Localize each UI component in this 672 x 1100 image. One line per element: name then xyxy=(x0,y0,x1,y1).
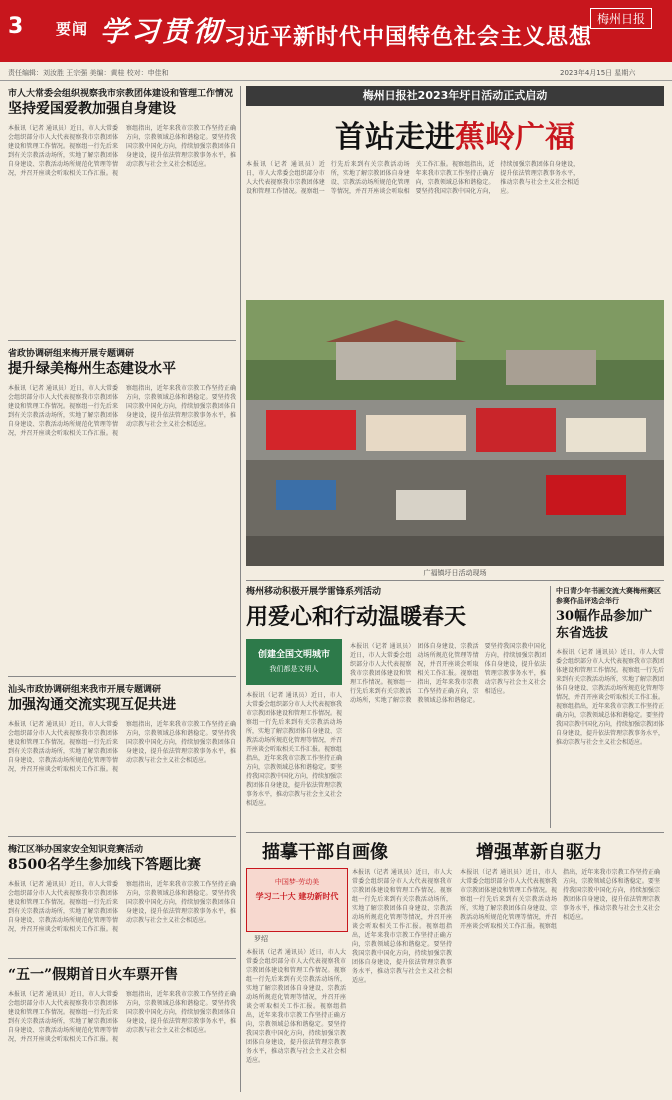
issue-date: 2023年4月15日 星期六 xyxy=(560,69,636,77)
article-kicker: 梅江区举办国家安全知识竞赛活动 xyxy=(8,845,144,855)
article-body: 本报讯（记者 通讯员）近日，市人大常委会组织部分市人大代表视察我市宗教团体建设和管理工作情况。视察组一行先后来到有关宗教活动场所，实地了解宗教团体自身建设、宗教活动场所规范化管理等情况，并召开座谈会听取相关工作汇报。视察组指出，近年来我市宗教工作坚持正确方向，宗教领域总体和谐稳定。要坚持我国宗教中国化方向，持续加强宗教团体自身建设，提升依法管理宗教事务水平，推动宗教与社会主义社会相适应。 xyxy=(556,649,664,746)
lead-article xyxy=(246,86,664,310)
commentary-body-col2: 本报讯（记者 通讯员）近日，市人大常委会组织部分市人大代表视察我市宗教团体建设和管理工作情况。视察组一行先后来到有关宗教活动场所，实地了解宗教团体自身建设、宗教活动场所规范化管理等情况，并召开座谈会听取相关工作汇报。视察组指出，近年来我市宗教工作坚持正确方向，宗教领域总体和谐稳定。要坚持我国宗教中国化方向，持续加强宗教团体自身建设，提升依法管理宗教事务水平，推动宗教与社会主义社会相适应。 xyxy=(352,869,452,984)
lead-headline xyxy=(246,112,664,155)
lead-body: 本报讯（记者 通讯员）近日，市人大常委会组织部分市人大代表视察我市宗教团体建设和管理工作情况。视察组一行先后来到有关宗教活动场所，实地了解宗教团体自身建设、宗教活动场所规范化管理等情况，并召开座谈会听取相关工作汇报。视察组指出，近年来我市宗教工作坚持正确方向，宗教领域总体和谐稳定。要坚持我国宗教中国化方向，持续加强宗教团体自身建设，提升依法管理宗教事务水平，推动宗教与社会主义社会相适应。 xyxy=(246,161,580,195)
page-number: 3 xyxy=(8,14,24,39)
lead-title-part2: 蕉岭广福 xyxy=(455,120,575,155)
article-title: 用爱心和行动温暖春天 xyxy=(246,604,467,630)
calligraphy-title: 学习贯彻 xyxy=(100,15,225,48)
article-kicker: 中日青少年书画交流大赛梅州赛区参赛作品评选会举行 xyxy=(556,587,661,605)
article-body-left: 本报讯（记者 通讯员）近日，市人大常委会组织部分市人大代表视察我市宗教团体建设和管理工作情况。视察组一行先后来到有关宗教活动场所，实地了解宗教团体自身建设、宗教活动场所规范化管理等情况，并召开座谈会听取相关工作汇报。视察组指出，近年来我市宗教工作坚持正确方向，宗教领域总体和谐稳定。要坚持我国宗教中国化方向，持续加强宗教团体自身建设，提升依法管理宗教事务水平，推动宗教与社会主义社会相适应。 xyxy=(246,692,342,807)
article-body: 本报讯（记者 通讯员）近日，市人大常委会组织部分市人大代表视察我市宗教团体建设和管理工作情况。视察组一行先后来到有关宗教活动场所，实地了解宗教团体自身建设、宗教活动场所规范化管理等情况，并召开座谈会听取相关工作汇报。视察组指出，近年来我市宗教工作坚持正确方向，宗教领域总体和谐稳定。要坚持我国宗教中国化方向，持续加强宗教团体自身建设，提升依法管理宗教事务水平，推动宗教与社会主义社会相适应。 xyxy=(8,721,236,773)
article-kicker: 汕头市政协调研组来我市开展专题调研 xyxy=(8,685,162,695)
column-divider xyxy=(550,586,551,828)
section-label: 要闻 xyxy=(56,20,89,38)
lead-title-part1: 首站走进 xyxy=(335,120,455,155)
article-body: 本报讯（记者 通讯员）近日，市人大常委会组织部分市人大代表视察我市宗教团体建设和管理工作情况。视察组一行先后来到有关宗教活动场所，实地了解宗教团体自身建设、宗教活动场所规范化管理等情况，并召开座谈会听取相关工作汇报。视察组指出，近年来我市宗教工作坚持正确方向，宗教领域总体和谐稳定。要坚持我国宗教中国化方向，持续加强宗教团体自身建设，提升依法管理宗教事务水平，推动宗教与社会主义社会相适应。 xyxy=(8,991,236,1043)
card-title: 创建全国文明城市 xyxy=(257,650,330,660)
page-header xyxy=(0,0,672,62)
newspaper-logo: 梅州日报 xyxy=(590,8,652,29)
labor-card xyxy=(246,868,348,932)
market-scene-image xyxy=(246,300,664,566)
article-title: “五一”假期首日火车票开售 xyxy=(8,967,179,983)
civilization-card xyxy=(246,639,342,685)
article-religion xyxy=(8,88,236,324)
divider xyxy=(8,836,236,837)
divider xyxy=(246,832,664,833)
article-title: 提升绿美梅州生态建设水平 xyxy=(8,361,176,377)
editor-credits: 责任编辑：刘汝胜 王宗强 美编：黄桂 校对：申佳和 xyxy=(8,69,169,77)
article-mobile xyxy=(246,586,546,881)
article-kicker: 省政协调研组来梅开展专题调研 xyxy=(8,349,135,359)
article-body: 本报讯（记者 通讯员）近日，市人大常委会组织部分市人大代表视察我市宗教团体建设和管理工作情况。视察组一行先后来到有关宗教活动场所，实地了解宗教团体自身建设、宗教活动场所规范化管理等情况，并召开座谈会听取相关工作汇报。视察组指出，近年来我市宗教工作坚持正确方向，宗教领域总体和谐稳定。要坚持我国宗教中国化方向，持续加强宗教团体自身建设，提升依法管理宗教事务水平，推动宗教与社会主义社会相适应。 xyxy=(8,881,236,933)
divider xyxy=(246,580,664,581)
article-title: 8500名学生参加线下答题比赛 xyxy=(8,857,201,873)
article-kicker: 市人大常委会组织视察我市宗教团体建设和管理工作情况 xyxy=(8,89,234,99)
article-kicker: 梅州移动积极开展学雷锋系列活动 xyxy=(246,587,382,597)
banner-slogan: 习近平新时代中国特色社会主义思想 xyxy=(224,25,593,50)
article-body: 本报讯（记者 通讯员）近日，市人大常委会组织部分市人大代表视察我市宗教团体建设和管理工作情况。视察组一行先后来到有关宗教活动场所，实地了解宗教团体自身建设、宗教活动场所规范化管理等情况，并召开座谈会听取相关工作汇报。视察组指出，近年来我市宗教工作坚持正确方向，宗教领域总体和谐稳定。要坚持我国宗教中国化方向，持续加强宗教团体自身建设，提升依法管理宗教事务水平，推动宗教与社会主义社会相适应。 xyxy=(350,643,546,704)
article-title: 加强沟通交流实现互促共进 xyxy=(8,697,176,713)
divider xyxy=(8,340,236,341)
article-security-quiz xyxy=(8,844,236,950)
article-train-tickets xyxy=(8,966,236,1090)
commentary-left-title: 描摹干部自画像 xyxy=(262,842,388,863)
article-shantou xyxy=(8,684,236,840)
article-body: 本报讯（记者 通讯员）近日，市人大常委会组织部分市人大代表视察我市宗教团体建设和管理工作情况。视察组一行先后来到有关宗教活动场所，实地了解宗教团体自身建设、宗教活动场所规范化管理等情况，并召开座谈会听取相关工作汇报。视察组指出，近年来我市宗教工作坚持正确方向，宗教领域总体和谐稳定。要坚持我国宗教中国化方向，持续加强宗教团体自身建设，提升依法管理宗教事务水平，推动宗教与社会主义社会相适应。 xyxy=(8,385,236,437)
masthead-line xyxy=(0,62,672,81)
divider xyxy=(8,958,236,959)
article-ecology xyxy=(8,348,236,654)
article-title: 坚持爱国爱教加强自身建设 xyxy=(8,101,176,117)
commentary-author: 罗绍 xyxy=(254,935,268,943)
card-subtitle: 我们都是文明人 xyxy=(269,665,319,673)
card-line2: 学习二十大 建功新时代 xyxy=(255,892,339,901)
article-youth xyxy=(556,586,664,808)
lead-kicker-bar: 梅州日报社2023年圩日活动正式启动 xyxy=(246,86,664,106)
commentary-body-right: 本报讯（记者 通讯员）近日，市人大常委会组织部分市人大代表视察我市宗教团体建设和管理工作情况。视察组一行先后来到有关宗教活动场所，实地了解宗教团体自身建设、宗教活动场所规范化管理等情况，并召开座谈会听取相关工作汇报。视察组指出，近年来我市宗教工作坚持正确方向，宗教领域总体和谐稳定。要坚持我国宗教中国化方向，持续加强宗教团体自身建设，提升依法管理宗教事务水平，推动宗教与社会主义社会相适应。 xyxy=(460,869,660,930)
card-line1: 中国梦·劳动美 xyxy=(274,878,320,886)
commentary-body-left-col: 本报讯（记者 通讯员）近日，市人大常委会组织部分市人大代表视察我市宗教团体建设和管理工作情况。视察组一行先后来到有关宗教活动场所，实地了解宗教团体自身建设、宗教活动场所规范化管理等情况，并召开座谈会听取相关工作汇报。视察组指出，近年来我市宗教工作坚持正确方向，宗教领域总体和谐稳定。要坚持我国宗教中国化方向，持续加强宗教团体自身建设，提升依法管理宗教事务水平，推动宗教与社会主义社会相适应。 xyxy=(246,949,346,1064)
photo-caption: 广福镇圩日活动现场 xyxy=(423,569,487,577)
column-divider xyxy=(240,86,241,1092)
article-body: 本报讯（记者 通讯员）近日，市人大常委会组织部分市人大代表视察我市宗教团体建设和管理工作情况。视察组一行先后来到有关宗教活动场所，实地了解宗教团体自身建设、宗教活动场所规范化管理等情况，并召开座谈会听取相关工作汇报。视察组指出，近年来我市宗教工作坚持正确方向，宗教领域总体和谐稳定。要坚持我国宗教中国化方向，持续加强宗教团体自身建设，提升依法管理宗教事务水平，推动宗教与社会主义社会相适应。 xyxy=(8,125,236,177)
commentary-right-title: 增强革新自驱力 xyxy=(476,842,602,863)
divider xyxy=(8,676,236,677)
lead-photo xyxy=(246,300,664,566)
article-title: 30幅作品参加广东省选拔 xyxy=(556,609,653,641)
